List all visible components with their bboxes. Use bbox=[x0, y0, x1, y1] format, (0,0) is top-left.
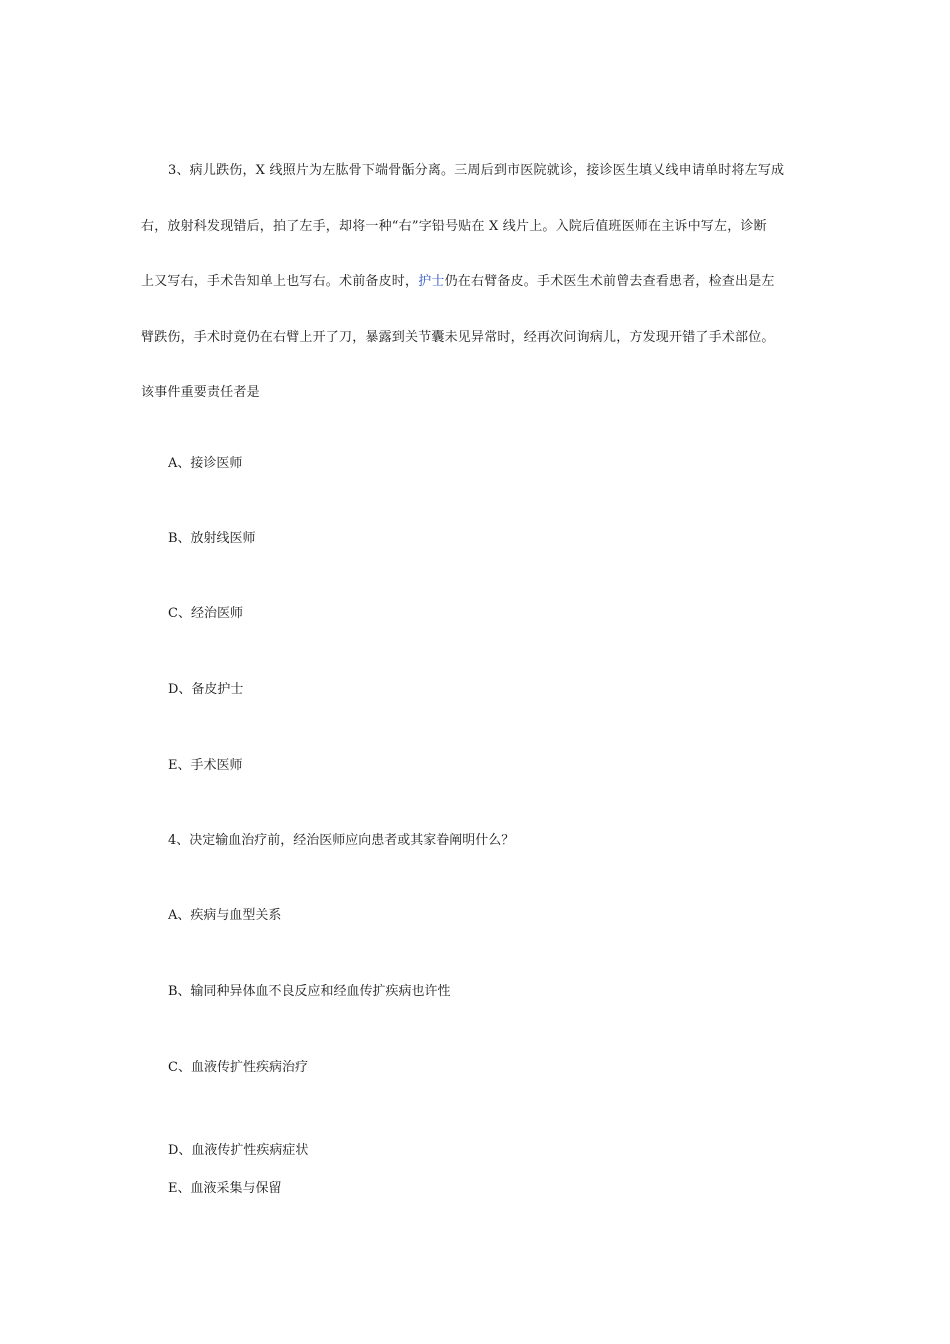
question-3-option-a: A、接诊医师 bbox=[168, 456, 243, 471]
question-3-line-3-tail: 仍在右臂备皮。手术医生术前曾去查看患者，检查出是左 bbox=[444, 274, 775, 289]
question-3-option-d: D、备皮护士 bbox=[168, 682, 244, 697]
question-4-option-b: B、输同种异体血不良反应和经血传扩疾病也许性 bbox=[168, 984, 451, 999]
question-4-stem: 4、决定输血治疗前，经治医师应向患者或其家眷阐明什么？ bbox=[168, 833, 515, 848]
question-3-option-b: B、放射线医师 bbox=[168, 531, 256, 546]
question-3-line-2: 右，放射科发现错后，拍了左手，却将一种“右”字铅号贴在 X 线片上。入院后值班医师在主诉中写左，诊断 bbox=[141, 218, 767, 234]
question-3-stem bbox=[141, 143, 814, 421]
question-3-line-1: 3、病儿跌伤，X 线照片为左肱骨下端骨骺分离。三周后到市医院就诊，接诊医生填乂线申请单时将左写成 bbox=[168, 163, 785, 178]
question-4-option-e: E、血液采集与保留 bbox=[168, 1181, 282, 1196]
question-3-option-e: E、手术医师 bbox=[168, 758, 243, 773]
question-3-line-4: 臂跌伤，手术时竟仍在右臂上开了刀，暴露到关节囊未见异常时，经再次问询病儿，方发现开错了手术部位。 bbox=[141, 329, 775, 345]
nurse-link[interactable]: 护士 bbox=[418, 274, 445, 289]
question-4-option-d: D、血液传扩性疾病症状 bbox=[168, 1143, 309, 1158]
question-4-option-a: A、疾病与血型关系 bbox=[168, 908, 282, 923]
question-3-line-5: 该事件重要责任者是 bbox=[141, 385, 260, 400]
question-3-line-3 bbox=[141, 254, 814, 310]
question-4-option-c: C、血液传扩性疾病治疗 bbox=[168, 1060, 308, 1075]
question-3-option-c: C、经治医师 bbox=[168, 606, 243, 621]
question-3-line-3-head: 上又写右，手术告知单上也写右。术前备皮时， bbox=[141, 274, 419, 289]
